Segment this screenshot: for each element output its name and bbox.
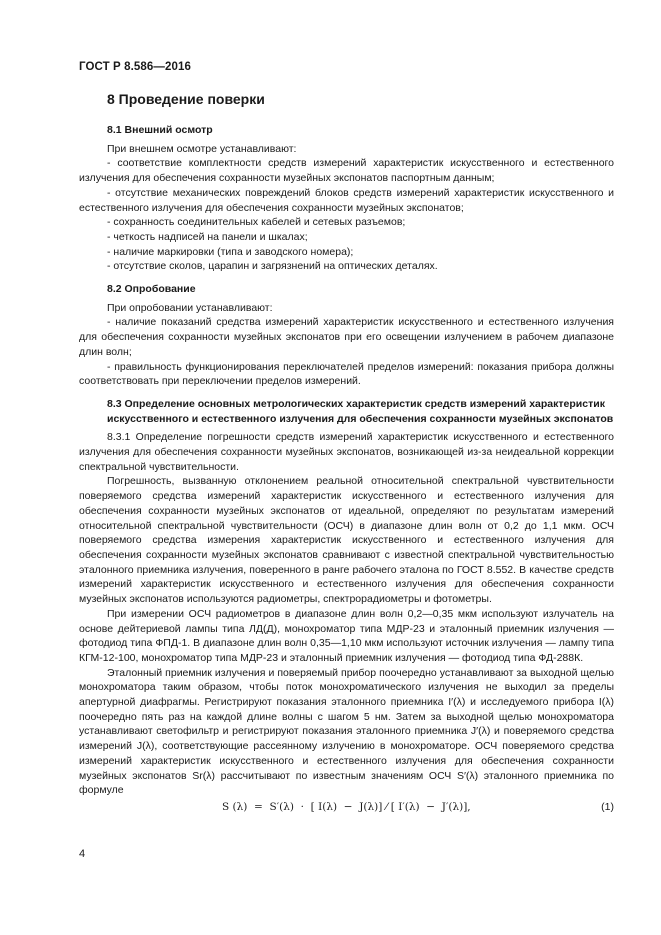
paragraph: При измерении ОСЧ радиометров в диапазоне длин волн 0,2—0,35 мкм используют излучатель на основе дейтериевой лампы типа ЛД(Д), монохроматор типа МДР-23 и эталонный приемник излучения — фотодиод типа ФПД-1. В диапазоне длин волн 0,35—1,10 мкм используют источник излучения — лампу типа КГМ-12-100, монохроматор типа МДР-23 и эталонный приемник излучения — фотодиод типа ФД-288К. — [79, 607, 614, 664]
list-item: - четкость надписей на панели и шкалах; — [107, 230, 308, 243]
list-item: - наличие показаний средства измерений характеристик искусственного и естественного излучения для обеспечения сохранности музейных экспонатов при его освещении излучением в рабочем диапазоне длин волн; — [79, 316, 614, 358]
spacer — [79, 389, 614, 397]
formula-1 — [79, 800, 614, 816]
list-item: - отсутствие механических повреждений блоков средств измерений характеристик искусственного и естественного излучения для обеспечения сохранности музейных экспонатов; — [79, 186, 614, 214]
list-item: - сохранность соединительных кабелей и сетевых разъемов; — [107, 216, 406, 229]
paragraph: Погрешность, вызванную отклонением реальной относительной спектральной чувствительности поверяемого средства измерений характеристик искусственного и естественного излучения для обеспечения сохранности музейных экспонатов от идеальной, определяют по результатам измерений относительной спектральной чувствительности (ОСЧ) в диапазоне длин волн от 0,2 до 1,1 мкм. ОСЧ поверяемого средства измерения характеристик искусственного и естественного излучения для обеспечения сохранности музейных экспонатов сравнивают с известной спектральной чувствительностью эталонного приемника излучения, поверенного в ранге рабочего эталона по ГОСТ 8.552. В качестве средств измерений характеристик искусственного и естественного излучения для обеспечения сохранности музейных экспонатов используются радиометры, спектрорадиометры и фотометры. — [79, 475, 614, 606]
subsection-title-8-2: 8.2 Опробование — [107, 283, 196, 296]
formula-expression: S (λ) = S′(λ) · [ I(λ) − J(λ)] ⁄ [ I′(λ) − J′(λ)], — [222, 800, 471, 813]
paragraph: Эталонный приемник излучения и поверяемый прибор поочередно устанавливают за выходной щелью монохроматора таким образом, чтобы поток монохроматического излучения не выходил за пределы апертурной диафрагмы. Регистрируют показания эталонного приемника I′(λ) и исследуемого прибора I(λ) поочередно пять раз на каждой длине волны с шагом 5 нм. Затем за выходной щелью монохроматора устанавливают светофильтр и регистрируют показания эталонного приемника J′(λ) и поверяемого средства измерений J(λ), соответствующие рассеянному излучению в монохроматоре. ОСЧ поверяемого средства измерений характеристик искусственного и естественного излучения для обеспечения сохранности музейных экспонатов Sr(λ) рассчитывают по известным значениям ОСЧ S′(λ) эталонного приемника по формуле — [79, 666, 614, 797]
subsection-title-8-3: 8.3 Определение основных метрологических характеристик средств измерений характеристик искусственного и естественного излучения для обеспечения сохранности музейных экспонатов — [107, 397, 614, 425]
list-item: - соответствие комплектности средств измерений характеристик искусственного и естественного излучения для обеспечения сохранности музейных экспонатов паспортным данным; — [79, 157, 614, 185]
paragraph: 8.3.1 Определение погрешности средств измерений характеристик искусственного и естественного излучения для обеспечения сохранности музейных экспонатов, возникающей из-за неидеальной коррекции спектральной чувствительности. — [79, 431, 614, 473]
paragraph: При опробовании устанавливают: — [107, 301, 273, 314]
list-item: - правильность функционирования переключателей пределов измерений: показания прибора должны соответствовать при переключении пределов измерений. — [79, 360, 614, 388]
paragraph: При внешнем осмотре устанавливают: — [107, 142, 297, 155]
section-title: 8 Проведение поверки — [107, 91, 265, 107]
list-item: - наличие маркировки (типа и заводского номера); — [107, 245, 354, 258]
list-item: - отсутствие сколов, царапин и загрязнений на оптических деталях. — [107, 260, 438, 273]
page-content — [79, 123, 614, 816]
subsection-title-8-1: 8.1 Внешний осмотр — [107, 124, 213, 136]
document-header: ГОСТ Р 8.586—2016 — [79, 61, 191, 73]
page-number: 4 — [79, 848, 86, 860]
spacer — [79, 274, 614, 282]
formula-number: (1) — [601, 800, 614, 813]
